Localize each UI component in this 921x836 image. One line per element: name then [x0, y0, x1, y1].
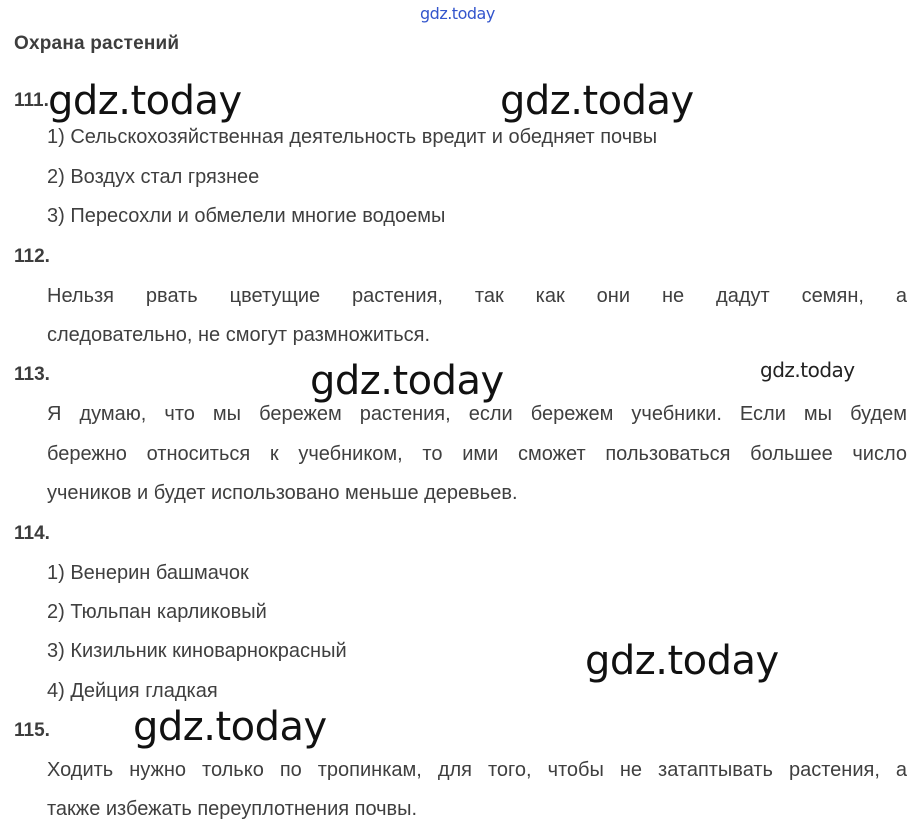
task-number-113: 113. — [14, 364, 50, 385]
answer-line: учеников и будет использовано меньше деревьев. — [47, 482, 518, 504]
watermark: gdz.today — [310, 358, 504, 404]
watermark: gdz.today — [48, 78, 242, 124]
list-item: 2) Воздух стал грязнее — [47, 166, 260, 188]
answer-line: бережно относиться к учебником, то ими сможет пользоваться большее число — [47, 443, 907, 465]
answer-line: Ходить нужно только по тропинкам, для того, чтобы не затаптывать растения, а — [47, 759, 907, 781]
watermark: gdz.today — [133, 704, 327, 750]
task-number-115: 115. — [14, 720, 50, 741]
answer-line: Я думаю, что мы бережем растения, если бережем учебники. Если мы будем — [47, 403, 907, 425]
answer-line: также избежать переуплотнения почвы. — [47, 798, 418, 820]
task-number-111: 111. — [14, 90, 49, 111]
answer-line: следовательно, не смогут размножиться. — [47, 324, 431, 346]
task-number-114: 114. — [14, 523, 50, 544]
watermark-top: gdz.today — [420, 4, 495, 23]
answer-line: Нельзя рвать цветущие растения, так как они не дадут семян, а — [47, 285, 907, 307]
list-item: 3) Пересохли и обмелели многие водоемы — [47, 205, 446, 227]
watermark: gdz.today — [585, 638, 779, 684]
task-number-112: 112. — [14, 246, 50, 267]
watermark: gdz.today — [760, 358, 855, 382]
watermark: gdz.today — [500, 78, 694, 124]
list-item: 3) Кизильник киноварнокрасный — [47, 640, 347, 662]
page-title: Охрана растений — [14, 33, 180, 54]
list-item: 1) Венерин башмачок — [47, 562, 249, 584]
list-item: 1) Сельскохозяйственная деятельность вредит и обедняет почвы — [47, 126, 658, 148]
list-item: 2) Тюльпан карликовый — [47, 601, 267, 623]
list-item: 4) Дейция гладкая — [47, 680, 218, 702]
